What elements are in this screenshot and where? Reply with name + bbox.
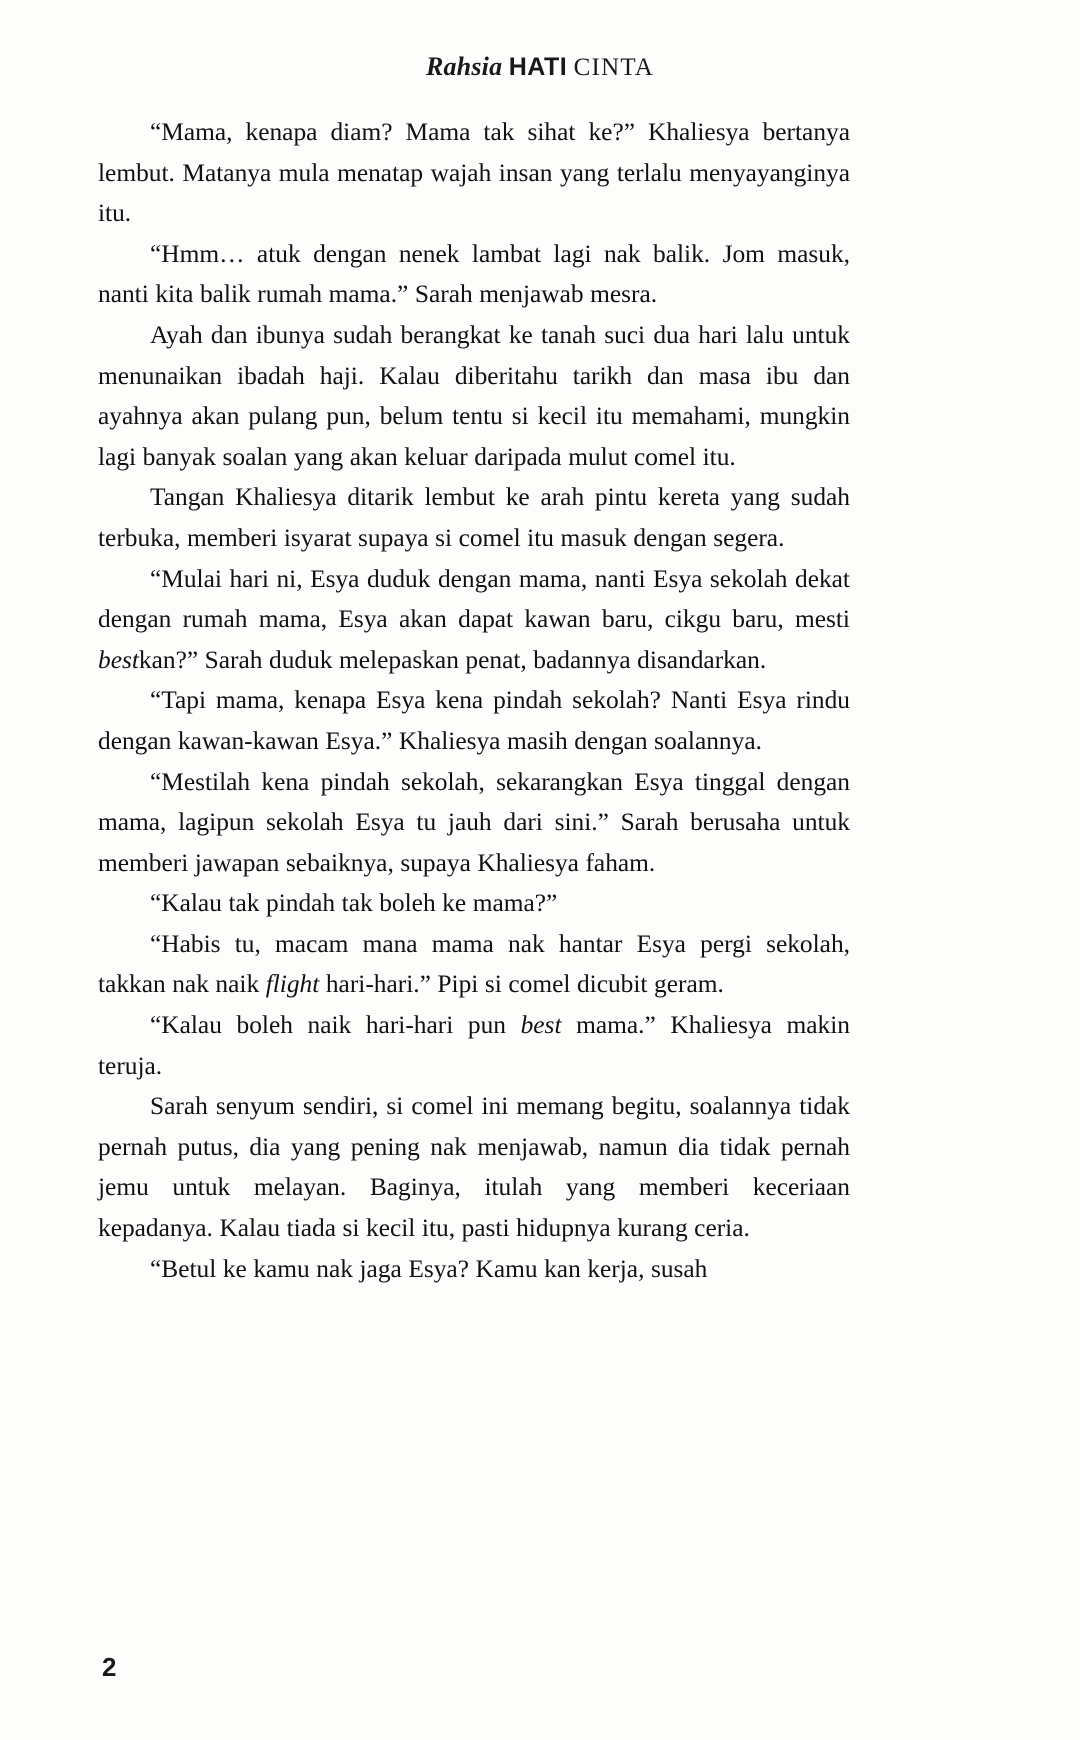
paragraph-text: “Mestilah kena pindah sekolah, sekarangkan Esya tinggal dengan mama, lagipun sekolah Esya tu jauh dari sini.” Sarah berusaha untuk memberi jawapan sebaiknya, supaya Khaliesya faham. xyxy=(98,767,850,877)
paragraph-text: Sarah senyum sendiri, si comel ini memang begitu, soalannya tidak pernah putus, dia yang pening nak menjawab, namun dia tidak pernah jemu untuk melayan. Baginya, itulah yang memberi keceriaan kepadanya. Kalau tiada si kecil itu, pasti hidupnya kurang ceria. xyxy=(98,1092,850,1243)
running-header xyxy=(0,52,1080,82)
paragraph-text-prefix: “Mulai hari ni, Esya duduk dengan mama, nanti Esya sekolah dekat dengan rumah mama, Esya akan dapat kawan baru, cikgu baru, mesti xyxy=(98,564,850,634)
header-word-hati: HATI xyxy=(508,53,568,81)
paragraph-6 xyxy=(98,680,850,761)
paragraph-11 xyxy=(98,1086,850,1248)
paragraph-3 xyxy=(98,315,850,477)
paragraph-text: Tangan Khaliesya ditarik lembut ke arah pintu kereta yang sudah terbuka, memberi isyarat supaya si comel itu masuk dengan segera. xyxy=(98,483,850,552)
paragraph-text: Ayah dan ibunya sudah berangkat ke tanah suci dua hari lalu untuk menunaikan ibadah haji. Kalau diberitahu tarikh dan masa ibu dan ayahnya akan pulang pun, belum tentu si kecil itu memahami, mungkin lagi banyak soalan yang akan keluar daripada mulut comel itu. xyxy=(98,320,850,471)
paragraph-4 xyxy=(98,477,850,558)
paragraph-text: “Betul ke kamu nak jaga Esya? Kamu kan kerja, susah xyxy=(150,1254,708,1283)
page-number: 2 xyxy=(102,1652,117,1682)
paragraph-text-suffix: kan?” Sarah duduk melepaskan penat, badannya disandarkan. xyxy=(138,645,767,674)
paragraph-text: “Hmm… atuk dengan nenek lambat lagi nak balik. Jom masuk, nanti kita balik rumah mama.” Sarah menjawab mesra. xyxy=(98,239,850,309)
header-word-rahsia: Rahsia xyxy=(425,52,503,81)
paragraph-7 xyxy=(98,762,850,884)
paragraph-8 xyxy=(98,883,850,924)
paragraph-text: “Mama, kenapa diam? Mama tak sihat ke?” Khaliesya bertanya lembut. Matanya mula menatap wajah insan yang terlalu menyayanginya itu. xyxy=(98,118,850,228)
emphasis-best: best xyxy=(98,645,139,674)
emphasis-best-2: best xyxy=(520,1011,562,1040)
paragraph-12 xyxy=(98,1249,850,1290)
paragraph-text-prefix: “Habis tu, macam mana mama nak hantar Esya pergi sekolah, takkan nak naik xyxy=(98,929,850,999)
paragraph-2 xyxy=(98,234,850,315)
paragraph-text-prefix: “Kalau boleh naik hari-hari pun xyxy=(150,1011,521,1040)
paragraph-text: “Kalau tak pindah tak boleh ke mama?” xyxy=(150,889,558,918)
body-text-block xyxy=(98,112,850,1289)
header-word-cinta: CINTA xyxy=(573,54,655,81)
paragraph-text-suffix: mama.” Khaliesya makin teruja. xyxy=(98,1011,850,1080)
paragraph-10 xyxy=(98,1005,850,1086)
emphasis-flight: flight xyxy=(265,970,320,999)
paragraph-5 xyxy=(98,559,850,681)
paragraph-text: “Tapi mama, kenapa Esya kena pindah sekolah? Nanti Esya rindu dengan kawan-kawan Esya.” Khaliesya masih dengan soalannya. xyxy=(98,686,850,755)
paragraph-1 xyxy=(98,112,850,234)
paragraph-text-suffix: hari-hari.” Pipi si comel dicubit geram. xyxy=(319,970,724,999)
paragraph-9 xyxy=(98,924,850,1005)
